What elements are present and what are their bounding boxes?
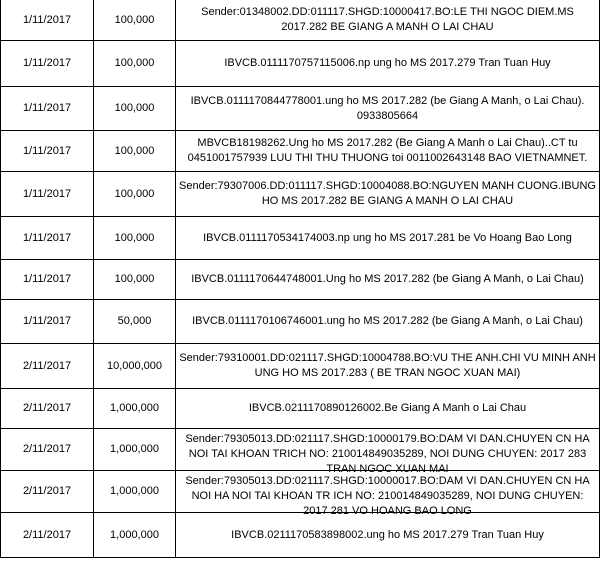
- amount-cell: 50,000: [94, 300, 176, 344]
- amount-cell: 100,000: [94, 217, 176, 260]
- description-cell: IBVCB.0111170757115006.np ung ho MS 2017.279 Tran Tuan Huy: [176, 41, 600, 87]
- amount-cell: 100,000: [94, 260, 176, 300]
- date-cell: 1/11/2017: [1, 41, 94, 87]
- description-cell: IBVCB.0111170534174003.np ung ho MS 2017.281 be Vo Hoang Bao Long: [176, 217, 600, 260]
- table-row: [1, 131, 600, 172]
- date-cell: 2/11/2017: [1, 429, 94, 471]
- amount-cell: 10,000,000: [94, 344, 176, 389]
- date-cell: 2/11/2017: [1, 513, 94, 558]
- description-cell: [176, 471, 600, 517]
- table-row: [1, 41, 600, 87]
- table-row: [1, 344, 600, 389]
- amount-cell: 100,000: [94, 131, 176, 172]
- table-row: [1, 429, 600, 471]
- description-cell: Sender:79310001.DD:021117.SHGD:10004788.BO:VU THE ANH.CHI VU MINH ANH UNG HO MS 2017.283 ( BE TRAN NGOC XUAN MAI): [176, 344, 600, 389]
- date-cell: 2/11/2017: [1, 389, 94, 429]
- table-row: [1, 300, 600, 344]
- description-cell: IBVCB.0211170583898002.ung ho MS 2017.279 Tran Tuan Huy: [176, 513, 600, 558]
- date-cell: 1/11/2017: [1, 87, 94, 131]
- date-cell: 2/11/2017: [1, 471, 94, 513]
- description-cell: Sender:79307006.DD:011117.SHGD:10004088.BO:NGUYEN MANH CUONG.IBUNG HO MS 2017.282 BE GIANG A MANH O LAI CHAU: [176, 172, 600, 217]
- date-cell: 2/11/2017: [1, 344, 94, 389]
- description-cell: IBVCB.0111170106746001.ung ho MS 2017.282 (be Giang A Manh, o Lai Chau): [176, 300, 600, 344]
- amount-cell: 100,000: [94, 41, 176, 87]
- date-cell: 1/11/2017: [1, 0, 94, 41]
- date-cell: 1/11/2017: [1, 300, 94, 344]
- table-row: [1, 172, 600, 217]
- table-row: [1, 217, 600, 260]
- description-cell: MBVCB18198262.Ung ho MS 2017.282 (Be Giang A Manh o Lai Chau)..CT tu 0451001757939 LUU THI THU THUONG toi 0011002643148 BAO VIETNAMNET.: [176, 131, 600, 172]
- description-text: Sender:79305013.DD:021117.SHGD:10000017.BO:DAM VI DAN.CHUYEN CN HA NOI HA NOI TAI KHOAN TR ICH NO: 210014849035289, NOI DUNG CHUYEN: 2017 281 VO HOANG BAO LONG: [185, 475, 590, 517]
- amount-cell: 1,000,000: [94, 513, 176, 558]
- description-cell: [176, 429, 600, 475]
- table-row: [1, 0, 600, 41]
- description-cell: IBVCB.0111170844778001.ung ho MS 2017.282 (be Giang A Manh, o Lai Chau). 0933805664: [176, 87, 600, 131]
- description-cell: IBVCB.0211170890126002.Be Giang A Manh o Lai Chau: [176, 389, 600, 429]
- description-cell: IBVCB.0111170644748001.Ung ho MS 2017.282 (be Giang A Manh, o Lai Chau): [176, 260, 600, 300]
- amount-cell: 1,000,000: [94, 429, 176, 471]
- description-text: Sender:79305013.DD:021117.SHGD:10000179.BO:DAM VI DAN.CHUYEN CN HA NOI TAI KHOAN TRICH NO: 210014849035289, NOI DUNG CHUYEN: 2017 283 TRAN NGOC XUAN MAI: [185, 433, 590, 475]
- date-cell: 1/11/2017: [1, 217, 94, 260]
- table-row: [1, 260, 600, 300]
- amount-cell: 1,000,000: [94, 471, 176, 513]
- date-cell: 1/11/2017: [1, 172, 94, 217]
- date-cell: 1/11/2017: [1, 131, 94, 172]
- amount-cell: 1,000,000: [94, 389, 176, 429]
- amount-cell: 100,000: [94, 87, 176, 131]
- table-row: [1, 389, 600, 429]
- description-cell: Sender:01348002.DD:011117.SHGD:10000417.BO:LE THI NGOC DIEM.MS 2017.282 BE GIANG A MANH O LAI CHAU: [176, 0, 600, 41]
- table-row: [1, 513, 600, 558]
- amount-cell: 100,000: [94, 172, 176, 217]
- table-row: [1, 471, 600, 513]
- date-cell: 1/11/2017: [1, 260, 94, 300]
- amount-cell: 100,000: [94, 0, 176, 41]
- table-row: [1, 87, 600, 131]
